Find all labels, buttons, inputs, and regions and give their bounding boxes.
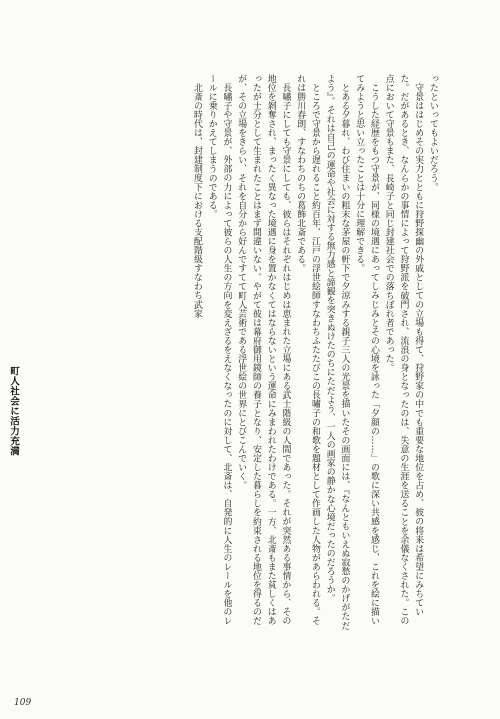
paragraph: ったといってもよいだろう。 [428,74,438,192]
paragraph: とある夕暮れ、わび住まいの粗末な茅屋の軒下で夕涼みする親子三人の光景を描いたその画面には、『なんともいえぬ寂愁のかげがただよう』。それは自己の運命や社会に対する無力感と諦観を突きぬけたのちにただよう、一人の画家の静かな心境だったのだろうか。 [324,74,350,630]
paragraph: ところで守景から遅れること約百年、江戸の浮世絵師すなわちふたたびこの長嘯子の和歌を題材として作画した人物があらわれる。それは勝川春朗、すなわちのちの葛飾北斎である。 [295,74,320,626]
paragraph: こうした経歴をもつ守景が、同様の境遇にあってしみじみとその心境を詠った「夕顔の……」の歌に深い共感を感じ、これを絵に描いてみようと思い立ったことは十分に理解できる。 [354,74,379,626]
paragraph: 守景ははじめその実力とともに狩野探幽の外戚としての立場も得て、狩野家の中でも重要な地位を占め、彼の将来は希望にみちていた。だがあるとき、なんらかの事情によって狩野派を破門され、流浪の身となったのは、失意の生涯を送ることを余儀なくされた。この点において守景もまた、長崎子と同じ封建社会での落ちぼれ者であった。 [383,74,424,626]
body-text [20,74,440,632]
section-heading: 町人社会に活力充満 [8,366,19,456]
paragraph: 長嘯子にしても守景にしても、彼らはそれぞれはじめは恵まれた立場にある武士階級の人間であった。それが突然ある事情から、その地位を剝奪され、まったく異なった境遇に身を置かなくてはならないという運命にみまわれたわけである。一方、北斎もまた貧しくはあったが士分として生まれたことはまず間違いない。やがて彼は幕府御用鏡師の養子となり、安定した暮らしを約束される地位を得るのだが、その立場をきらい、それを自分から好んですてて町人芸術である浮世絵の世界にとびこんでいく。 [236,74,291,626]
paragraph: 長嘯子や守景が、外部の力によって彼らの人生の方向を変えざるをえなくなったのに対して、北斎は、自発的に人生のレールを他のレールに乗りかえてしまうのである。 [206,74,232,626]
page-number: 109 [14,698,32,708]
section-opening-paragraph: 北斎の時代は、封建制度下における支配階級すなわち武家 [192,82,202,318]
